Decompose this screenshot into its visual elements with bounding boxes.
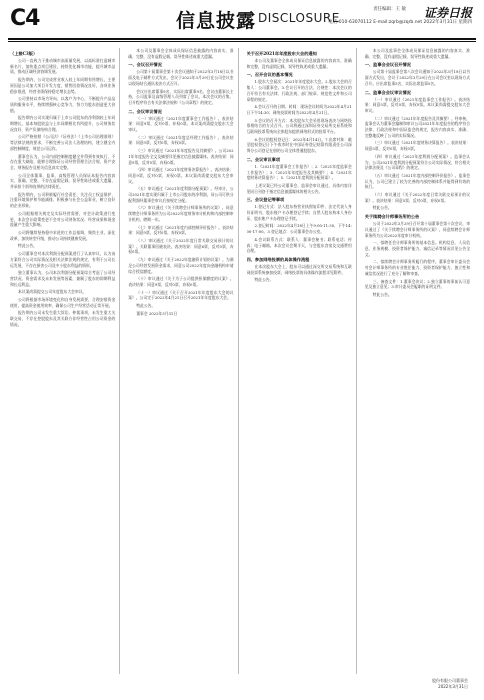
paragraph: 本公司及监事会全体成员保证信息披露的内容真实、准确、完整，没有虚假记载、误导性陈述或重大遗漏。 bbox=[364, 48, 470, 59]
article-columns bbox=[10, 48, 474, 674]
paragraph: 董事会 2022年3月31日 bbox=[136, 310, 178, 316]
paragraph: （一）审议通过《2021年度监事会工作报告》。表决结果：同意5票，反对0票，弃权0票。本议案尚需提交股东大会审议。 bbox=[364, 96, 470, 113]
paragraph: 一、拟聘任会计师事务所的基本信息。机构信息、人员信息、业务规模、投资者保护能力、诚信记录等情况详见公告全文。 bbox=[364, 240, 470, 257]
footer-company: 股份有限公司董事会 bbox=[432, 678, 468, 683]
paragraph: 报告期内，公司积极履行社会责任，关注员工权益保护，注重环境保护和节能减排，积极参与社会公益事业，树立良好的企业形象。 bbox=[10, 191, 116, 209]
editor-line: 责任编辑：王 敏 bbox=[373, 7, 406, 12]
section-heading: 一、召开会议的基本情况 bbox=[246, 72, 293, 78]
paragraph: （六）审议通过《关于2022年度日常关联交易预计的议案》。表决结果：同意5票，反对0票，弃权0票。 bbox=[364, 192, 470, 203]
section-heading: 二、会议审议事项 bbox=[246, 156, 281, 162]
section-title-english: DISCLOSURE bbox=[258, 11, 340, 25]
paragraph: 董事会认为，公司内部控制制度健全并得到有效执行，不存在重大缺陷，能够合理保证公司经营管理合法合规、资产安全、财务报告及相关信息真实完整。 bbox=[10, 153, 116, 170]
paragraph: 公司坚持以市场为导向，以客户为中心，不断提升产品品质和服务水平，持续增强核心竞争力，努力为股东创造更大价值。 bbox=[10, 96, 116, 113]
section-heading: 三、会议登记等事项 bbox=[246, 197, 285, 203]
text-column bbox=[10, 48, 120, 674]
paragraph: 5.会议的召开方式：本次股东大会采用现场表决与网络投票相结合的方式召开。公司将通过深圳证券交易所交易系统和互联网投票系统向全体股东提供网络形式的投票平台。 bbox=[246, 117, 352, 135]
paragraph: 4.会议召开的日期、时间：现场会议时间为2022年4月21日下午14:30；网络投票时间为2022年4月21日。 bbox=[246, 104, 352, 115]
section-title: 信息披露 bbox=[176, 10, 257, 32]
paragraph: 公司全体董事、监事、高级管理人员保证本报告内容真实、准确、完整，不存在虚假记载、误导性陈述或重大遗漏，并承担个别和连带的法律责任。 bbox=[10, 172, 116, 190]
paragraph: （三）审议通过《2021年年度报告及其摘要》。公司2021年年度报告全文及摘要详见指定信息披露媒体。表决结果：同意9票，反对0票，弃权0票。 bbox=[128, 148, 234, 165]
section-heading: 二、监事会会议审议情况 bbox=[364, 89, 411, 95]
paragraph: 特此公告。 bbox=[254, 277, 274, 283]
paragraph: （二）审议通过《2021年度总经理工作报告》。表决结果：同意9票，反对0票，弃权0票。 bbox=[128, 134, 234, 146]
paragraph: 特此公告。 bbox=[136, 303, 156, 309]
paragraph: 2.登记时间：2022年4月18日上午9:00-11:30，下午14:00-17:00。3.登记地点：公司董事会办公室。 bbox=[246, 223, 352, 235]
paragraph: 公司将根据市场环境变化和自身发展需要，合理安排资金使用，提高资金使用效率，确保公司生产经营活动正常开展。 bbox=[10, 297, 116, 308]
paragraph: 本公司及董事会全体成员保证信息披露的内容真实、准确和完整，没有虚假记载、误导性陈述或重大遗漏。 bbox=[246, 58, 352, 69]
page-header bbox=[8, 4, 476, 38]
paragraph: 特此公告。 bbox=[372, 205, 392, 211]
paragraph: 报告期内，公司完成营业收入较上年同期有所增长，主要原因是公司加大项目开发力度，销售回款情况良好，各项业务稳步推进，经营业绩保持稳定增长态势。 bbox=[10, 77, 116, 94]
newspaper-logo: 证券日报 bbox=[423, 6, 472, 20]
paragraph: （三）审议通过《2021年度财务决算报告》。表决结果：同意5票，反对0票，弃权0票。 bbox=[364, 140, 470, 152]
paragraph: 公司根据相关规定及实际经营需要，对会计政策进行变更，本次会计政策变更不会对公司财务状况、经营成果和现金流量产生重大影响。 bbox=[10, 210, 116, 228]
section-heading: 关于续聘会计师事务所的公告 bbox=[364, 214, 420, 220]
paragraph: 1.《2021年度董事会工作报告》；2.《2021年度监事会工作报告》；3.《2021年年度报告及其摘要》；4.《2021年度财务决算报告》；5.《2021年度利润分配预案》。 bbox=[246, 163, 352, 181]
paragraph: （九）审议通过《关于2022年度融资计划的议案》。为满足公司经营发展资金需求，同意公司2022年度向金融机构申请综合授信额度。 bbox=[128, 257, 234, 274]
section-heading: （上接C3版） bbox=[10, 51, 38, 56]
header-rule bbox=[8, 38, 476, 40]
paragraph: 6.会议的股权登记日：2022年4月14日。7.出席对象：截至股权登记日下午收市时在中国证券登记结算有限责任公司深圳分公司登记在册的公司全体普通股股东。 bbox=[246, 136, 352, 154]
paragraph: 上述议案已经公司董事会、监事会审议通过，具体内容详见同日刊登于指定信息披露媒体的相关公告。 bbox=[246, 182, 352, 194]
paragraph: 本公司及董事会全体成员保证信息披露的内容真实、准确、完整，没有虚假记载、误导性陈述或重大遗漏。 bbox=[128, 48, 234, 59]
paragraph: （四）审议通过《2021年度利润分配预案》。监事会认为，公司2021年度利润分配预案符合公司实际情况，符合相关法律法规及《公司章程》的规定。 bbox=[364, 153, 470, 171]
header-rule-thin bbox=[8, 41, 476, 42]
section-heading: 关于召开2021年年度股东大会的通知 bbox=[246, 51, 317, 56]
contact-meta-line: 电话:010-63070112 E-mail:zqrb@zqrb.net 2022年3月31日 星期四 bbox=[328, 20, 472, 25]
page-footer bbox=[432, 678, 468, 690]
paragraph: （八）审议通过《关于2022年度日常关联交易预计的议案》。关联董事回避表决。表决结果：同意6票，反对0票，弃权0票。 bbox=[128, 237, 234, 255]
text-column bbox=[365, 48, 474, 674]
section-heading: 二、会议审议情况 bbox=[128, 108, 162, 114]
paragraph: （四）审议通过《2021年度财务决算报告》。表决结果：同意9票，反对0票，弃权0票。本议案尚需提交股东大会审议。 bbox=[128, 167, 234, 184]
paragraph: 公司第十届监事会第八次会议通知于2022年3月18日以书面方式发出，会议于2022年3月29日在公司会议室以现场方式召开。应出席监事5名，实际出席监事5名。 bbox=[364, 69, 470, 86]
paragraph: （六）审议通过《关于续聘会计师事务所的议案》。同意续聘会计师事务所为公司2022年度财务审计机构和内部控制审计机构，聘期一年。 bbox=[128, 205, 234, 222]
section-heading: 一、监事会会议召开情况 bbox=[364, 62, 411, 68]
footer-date: 2022年3月31日 bbox=[438, 684, 468, 689]
paragraph: 公司将继续坚持稳中求进的工作总基调，聚焦主业，深化改革，加快转型升级，推动公司持续健康发展。 bbox=[10, 229, 116, 241]
paragraph: 特此公告。 bbox=[372, 291, 392, 297]
paragraph: 公司严格按照《公司法》《证券法》《上市公司治理准则》等法律法规的要求，不断完善公司法人治理结构，建立健全内部控制制度，规范公司运作。 bbox=[10, 134, 116, 151]
paragraph: 报告期内公司未发生重大诉讼、仲裁事项，未发生重大关联交易，不存在控股股东及其关联方非经营性占用公司资金的情况。 bbox=[10, 310, 116, 327]
paragraph: 公司董事会对本次利润分配预案进行了认真审议，认为该方案符合公司实际情况及相关法律法规的规定，有利于公司长远发展，不存在损害公司及中小股东利益的情形。 bbox=[10, 251, 116, 268]
paragraph: 1.股东大会届次：2021年年度股东大会。2.股东大会的召集人：公司董事会。3.会议召开的合法、合规性：本次会议的召开符合有关法律、行政法规、部门规章、规范性文件和公司章程的规定。 bbox=[246, 79, 352, 102]
paragraph: 特此公告。 bbox=[18, 243, 37, 249]
page-number: C4 bbox=[10, 6, 40, 31]
paragraph: 公司一直致力于推动城市高质量发展，以高标准打造城市新名片，加快重点项目建设，持续优化城市功能，提升城市品质，推动区域经济协调发展。 bbox=[10, 58, 116, 75]
paragraph: 二、拟续聘会计师事务所履行的程序。董事会审计委员会对会计师事务所的专业胜任能力、投资者保护能力、独立性和诚信状况进行了充分了解和审查。 bbox=[364, 259, 470, 276]
section-heading: 四、参加网络投票的具体操作流程 bbox=[246, 256, 310, 262]
paragraph: （二）审议通过《2021年年度报告及其摘要》。经审核，监事会认为董事会编制和审议公司2021年年度报告的程序符合法律、行政法规和中国证监会的规定，报告内容真实、准确、完整地反映了公司的实际情况。 bbox=[364, 115, 470, 138]
paragraph: 本议案尚需提交公司年度股东大会审议。 bbox=[18, 289, 87, 295]
paragraph: （一）审议通过《2021年度董事会工作报告》。表决结果：同意9票，反对0票，弃权0票。本议案尚需提交股东大会审议。 bbox=[128, 115, 234, 133]
paragraph: 三、备查文件：1.董事会决议；2.独立董事的事前认可意见及独立意见；3.审计委员会履职的证明文件。 bbox=[364, 278, 470, 290]
paragraph: （五）审议通过《2021年度利润分配预案》。经审计，公司2021年度实现归属于上市公司股东的净利润，母公司可供分配利润经董事会审议后按规定分配。 bbox=[128, 186, 234, 203]
paragraph: 在本次股东大会上，股东可以通过深交所交易系统和互联网投票系统参加投票，网络投票的具体操作流程详见附件。 bbox=[246, 263, 352, 275]
text-column bbox=[247, 48, 357, 674]
paragraph: 公司于2022年3月29日召开第十届董事会第十次会议，审议通过了《关于续聘会计师事务所的议案》，同意续聘会计师事务所为公司2022年度审计机构。 bbox=[364, 221, 470, 238]
section-heading: 一、会议召开情况 bbox=[128, 62, 162, 68]
paragraph: 会议应出席董事9名，实际出席董事9名，会议由董事长主持，公司监事及高级管理人员列席了会议。本次会议的召集、召开程序符合有关法律法规和《公司章程》的规定。 bbox=[128, 88, 234, 105]
paragraph: 4.会议联系方式：联系人：董事会秘书；联系电话；传真；电子邮箱。本次会议会期半天，与会股东食宿及交通费用自理。 bbox=[246, 236, 352, 254]
paragraph: 独立董事认为，公司本次利润分配预案综合考虑了公司经营状况、资金需求及未来发展等因素，兼顾了股东的即期利益和长远利益。 bbox=[10, 270, 116, 287]
paragraph: （十一）审议通过《关于召开2021年年度股东大会的议案》。公司定于2022年4月21日召开2021年年度股东大会。 bbox=[128, 289, 234, 301]
paragraph: （十）审议通过《关于为子公司提供担保额度的议案》。表决结果：同意9票，反对0票，弃权0票。 bbox=[128, 276, 234, 287]
paragraph: 报告期内公司实现归属于上市公司股东的净利润较上年同期增长，基本每股收益与上年同期相比有所提升，公司财务状况良好，资产负债结构合理。 bbox=[10, 115, 116, 132]
paragraph: 公司第十届董事会第十次会议通知于2022年3月18日以书面及电子邮件方式发出，会议于2022年3月29日在公司会议室以现场结合通讯表决方式召开。 bbox=[128, 69, 234, 86]
paragraph: （五）审议通过《2021年度内部控制评价报告》。监事会认为，公司已建立了较为完善的内部控制体系并能得到有效的执行。 bbox=[364, 172, 470, 190]
paragraph: （七）审议通过《2021年度内部控制评价报告》。表决结果：同意9票，反对0票，弃权0票。 bbox=[128, 224, 234, 236]
text-column bbox=[128, 48, 238, 674]
paragraph: 1.登记方式：法人股东持营业执照复印件、法定代表人身份证明书、股东账户卡办理登记手续；自然人股东持本人身份证、股东账户卡办理登记手续。 bbox=[246, 204, 352, 221]
